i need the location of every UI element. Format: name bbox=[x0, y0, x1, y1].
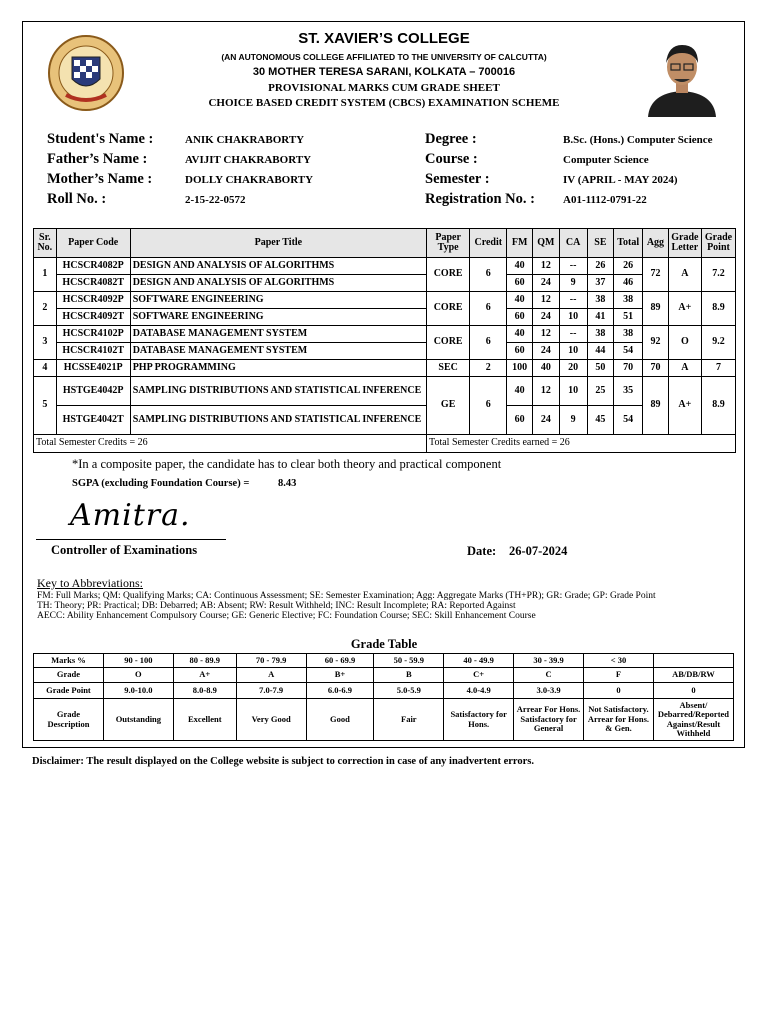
credits-summary-row bbox=[34, 435, 736, 453]
grade-table-cell: 50 - 59.9 bbox=[374, 654, 444, 668]
marks-se: 45 bbox=[587, 406, 614, 435]
grade-table-row-label: Grade Point bbox=[34, 683, 104, 699]
registration-no: A01-1112-0791-22 bbox=[563, 194, 647, 206]
college-affiliation: (AN AUTONOMOUS COLLEGE AFFILIATED TO THE UNIVERSITY OF CALCUTTA) bbox=[221, 52, 547, 62]
marks-row bbox=[34, 326, 736, 343]
sr-no: 4 bbox=[34, 360, 57, 377]
degree: B.Sc. (Hons.) Computer Science bbox=[563, 134, 713, 146]
marks-fm: 60 bbox=[507, 275, 533, 292]
aggregate: 70 bbox=[643, 360, 669, 377]
marks-se: 50 bbox=[587, 360, 614, 377]
student-name-label: Student's Name : bbox=[47, 131, 154, 147]
marks-row bbox=[34, 360, 736, 377]
abbreviations-line-2: TH: Theory; PR: Practical; DB: Debarred; AB: Absent; RW: Result Withheld; INC: Result Incomplete; RA: Reported Against bbox=[37, 601, 516, 611]
grade-table-cell: 6.0-6.9 bbox=[306, 683, 374, 699]
grade-table-cell: C+ bbox=[444, 668, 514, 683]
grade-table-grade-row bbox=[34, 668, 734, 683]
grade-table-description-row bbox=[34, 699, 734, 741]
header-paper-type: Paper Type bbox=[427, 229, 470, 258]
marks-row bbox=[34, 377, 736, 406]
grade-table-cell: Outstanding bbox=[103, 699, 173, 741]
header-fm: FM bbox=[507, 229, 533, 258]
exam-scheme: CHOICE BASED CREDIT SYSTEM (CBCS) EXAMINATION SCHEME bbox=[208, 97, 560, 109]
marks-fm: 40 bbox=[507, 258, 533, 275]
sr-no: 5 bbox=[34, 377, 57, 435]
marks-row bbox=[34, 292, 736, 309]
paper-type: CORE bbox=[427, 292, 470, 326]
sr-no: 3 bbox=[34, 326, 57, 360]
marks-se: 41 bbox=[587, 309, 614, 326]
aggregate: 89 bbox=[643, 377, 669, 435]
grade-table-cell: B+ bbox=[306, 668, 374, 683]
marks-qm: 12 bbox=[533, 377, 560, 406]
disclaimer: Disclaimer: The result displayed on the College website is subject to correction in case of any inadvertent errors. bbox=[32, 756, 534, 767]
header-credit: Credit bbox=[470, 229, 507, 258]
grade-table-point-row bbox=[34, 683, 734, 699]
marks-total: 54 bbox=[614, 343, 643, 360]
aggregate: 72 bbox=[643, 258, 669, 292]
grade-table-cell: AB/DB/RW bbox=[653, 668, 733, 683]
marks-qm: 12 bbox=[533, 292, 560, 309]
paper-code: HCSCR4092T bbox=[56, 309, 130, 326]
semester-label: Semester : bbox=[425, 171, 490, 187]
college-address: 30 MOTHER TERESA SARANI, KOLKATA – 700016 bbox=[252, 66, 516, 78]
date-value: 26-07-2024 bbox=[509, 544, 568, 558]
grade-table-cell: Fair bbox=[374, 699, 444, 741]
marks-se: 44 bbox=[587, 343, 614, 360]
date-label: Date: bbox=[467, 544, 497, 558]
grade-table-cell: Absent/ Debarred/Reported Against/Result Withheld bbox=[653, 699, 733, 741]
marks-qm: 24 bbox=[533, 275, 560, 292]
marks-row bbox=[34, 343, 736, 360]
sgpa-value: 8.43 bbox=[278, 478, 297, 489]
paper-code: HCSSE4021P bbox=[56, 360, 130, 377]
grade-table-cell: Satisfactory for Hons. bbox=[444, 699, 514, 741]
student-name: ANIK CHAKRABORTY bbox=[185, 134, 305, 146]
marks-fm: 100 bbox=[507, 360, 533, 377]
marks-header-row bbox=[34, 229, 736, 258]
marks-ca: -- bbox=[559, 258, 587, 275]
grade-table bbox=[33, 653, 734, 741]
paper-type: GE bbox=[427, 377, 470, 435]
marks-total: 51 bbox=[614, 309, 643, 326]
grade-table-cell: O bbox=[103, 668, 173, 683]
grade-table-cell: 4.0-4.9 bbox=[444, 683, 514, 699]
grade-point: 8.9 bbox=[701, 292, 735, 326]
college-name: ST. XAVIER’S COLLEGE bbox=[298, 30, 470, 47]
header-paper-code: Paper Code bbox=[56, 229, 130, 258]
grade-table-cell bbox=[653, 654, 733, 668]
marks-total: 46 bbox=[614, 275, 643, 292]
abbreviations-line-1: FM: Full Marks; QM: Qualifying Marks; CA: Continuous Assessment; SE: Semester Examination; Agg: Aggregate Marks (TH+PR); GR: Grade; GP: Grade Point bbox=[37, 591, 656, 601]
grade-table-cell: 60 - 69.9 bbox=[306, 654, 374, 668]
total-credits-earned: Total Semester Credits earned = 26 bbox=[427, 435, 736, 453]
marks-total: 70 bbox=[614, 360, 643, 377]
grade-letter: A+ bbox=[668, 377, 701, 435]
paper-type: CORE bbox=[427, 258, 470, 292]
grade-letter: A+ bbox=[668, 292, 701, 326]
grade-point: 9.2 bbox=[701, 326, 735, 360]
header-grade-point: Grade Point bbox=[701, 229, 735, 258]
marks-ca: 10 bbox=[559, 309, 587, 326]
marks-total: 38 bbox=[614, 326, 643, 343]
grade-table-cell: 30 - 39.9 bbox=[514, 654, 584, 668]
marks-fm: 40 bbox=[507, 377, 533, 406]
composite-paper-note: *In a composite paper, the candidate has to clear both theory and practical component bbox=[72, 457, 502, 471]
paper-title: SAMPLING DISTRIBUTIONS AND STATISTICAL INFERENCE bbox=[130, 377, 426, 406]
grade-table-cell: A bbox=[236, 668, 306, 683]
sgpa-label: SGPA (excluding Foundation Course) = bbox=[72, 478, 250, 489]
controller-title: Controller of Examinations bbox=[51, 543, 198, 557]
paper-title: SOFTWARE ENGINEERING bbox=[130, 292, 426, 309]
paper-title: SAMPLING DISTRIBUTIONS AND STATISTICAL INFERENCE bbox=[130, 406, 426, 435]
credit: 6 bbox=[470, 292, 507, 326]
credit: 6 bbox=[470, 377, 507, 435]
paper-type: CORE bbox=[427, 326, 470, 360]
grade-table-cell: B bbox=[374, 668, 444, 683]
marks-se: 38 bbox=[587, 292, 614, 309]
grade-table-cell: A+ bbox=[173, 668, 236, 683]
marks-fm: 60 bbox=[507, 309, 533, 326]
marks-se: 26 bbox=[587, 258, 614, 275]
sr-no: 2 bbox=[34, 292, 57, 326]
grade-table-cell: < 30 bbox=[584, 654, 654, 668]
header-total: Total bbox=[614, 229, 643, 258]
paper-title: DATABASE MANAGEMENT SYSTEM bbox=[130, 326, 426, 343]
paper-code: HSTGE4042P bbox=[56, 377, 130, 406]
controller-signature: Amitra. bbox=[70, 498, 191, 533]
grade-table-cell: 8.0-8.9 bbox=[173, 683, 236, 699]
semester: IV (APRIL - MAY 2024) bbox=[563, 174, 678, 186]
marks-ca: 9 bbox=[559, 275, 587, 292]
marks-ca: 10 bbox=[559, 343, 587, 360]
header-qm: QM bbox=[533, 229, 560, 258]
marks-ca: 10 bbox=[559, 377, 587, 406]
marks-total: 38 bbox=[614, 292, 643, 309]
grade-table-title: Grade Table bbox=[350, 637, 418, 651]
grade-table-cell: Good bbox=[306, 699, 374, 741]
course-label: Course : bbox=[425, 151, 478, 167]
paper-title: DATABASE MANAGEMENT SYSTEM bbox=[130, 343, 426, 360]
credit: 6 bbox=[470, 258, 507, 292]
grade-letter: A bbox=[668, 360, 701, 377]
roll-no-label: Roll No. : bbox=[47, 191, 107, 207]
grade-table-cell: Arrear For Hons. Satisfactory for General bbox=[514, 699, 584, 741]
grade-table-cell: 70 - 79.9 bbox=[236, 654, 306, 668]
grade-letter: A bbox=[668, 258, 701, 292]
marks-qm: 40 bbox=[533, 360, 560, 377]
marks-qm: 24 bbox=[533, 309, 560, 326]
marks-total: 35 bbox=[614, 377, 643, 406]
marks-fm: 60 bbox=[507, 406, 533, 435]
grade-table-row-label: Grade bbox=[34, 668, 104, 683]
header-agg: Agg bbox=[643, 229, 669, 258]
paper-type: SEC bbox=[427, 360, 470, 377]
marks-total: 54 bbox=[614, 406, 643, 435]
grade-table-cell: 3.0-3.9 bbox=[514, 683, 584, 699]
paper-code: HSTGE4042T bbox=[56, 406, 130, 435]
sheet-title: PROVISIONAL MARKS CUM GRADE SHEET bbox=[268, 82, 500, 94]
grade-table-cell: 9.0-10.0 bbox=[103, 683, 173, 699]
paper-title: SOFTWARE ENGINEERING bbox=[130, 309, 426, 326]
sr-no: 1 bbox=[34, 258, 57, 292]
paper-code: HCSCR4092P bbox=[56, 292, 130, 309]
marks-table bbox=[33, 228, 736, 453]
paper-title: DESIGN AND ANALYSIS OF ALGORITHMS bbox=[130, 258, 426, 275]
marks-total: 26 bbox=[614, 258, 643, 275]
grade-table-cell: F bbox=[584, 668, 654, 683]
grade-table-row-label: Grade Description bbox=[34, 699, 104, 741]
marks-ca: -- bbox=[559, 326, 587, 343]
grade-table-cell: Very Good bbox=[236, 699, 306, 741]
marks-fm: 40 bbox=[507, 326, 533, 343]
marks-row bbox=[34, 406, 736, 435]
course: Computer Science bbox=[563, 154, 649, 166]
grade-table-cell: Excellent bbox=[173, 699, 236, 741]
marks-row bbox=[34, 275, 736, 292]
marks-se: 38 bbox=[587, 326, 614, 343]
aggregate: 92 bbox=[643, 326, 669, 360]
grade-table-cell: 90 - 100 bbox=[103, 654, 173, 668]
header-se: SE bbox=[587, 229, 614, 258]
grade-point: 8.9 bbox=[701, 377, 735, 435]
header-paper-title: Paper Title bbox=[130, 229, 426, 258]
header-sr-no: Sr. No. bbox=[34, 229, 57, 258]
grade-table-cell: Not Satisfactory. Arrear for Hons. & Gen. bbox=[584, 699, 654, 741]
father-name-label: Father’s Name : bbox=[47, 151, 148, 167]
paper-code: HCSCR4102P bbox=[56, 326, 130, 343]
registration-label: Registration No. : bbox=[425, 191, 535, 207]
grade-table-marks-row bbox=[34, 654, 734, 668]
mother-name: DOLLY CHAKRABORTY bbox=[185, 174, 314, 186]
marks-qm: 24 bbox=[533, 343, 560, 360]
mother-name-label: Mother’s Name : bbox=[47, 171, 153, 187]
marks-ca: -- bbox=[559, 292, 587, 309]
paper-code: HCSCR4102T bbox=[56, 343, 130, 360]
abbreviations-line-3: AECC: Ability Enhancement Compulsory Course; GE: Generic Elective; FC: Foundation Course; SEC: Skill Enhancement Course bbox=[37, 611, 536, 621]
paper-code: HCSCR4082P bbox=[56, 258, 130, 275]
grade-table-cell: 0 bbox=[584, 683, 654, 699]
credit: 6 bbox=[470, 326, 507, 360]
marks-qm: 12 bbox=[533, 258, 560, 275]
marks-se: 25 bbox=[587, 377, 614, 406]
abbreviations-heading: Key to Abbreviations: bbox=[37, 576, 143, 590]
roll-no: 2-15-22-0572 bbox=[185, 194, 246, 206]
grade-point: 7.2 bbox=[701, 258, 735, 292]
grade-letter: O bbox=[668, 326, 701, 360]
grade-table-cell: 40 - 49.9 bbox=[444, 654, 514, 668]
paper-title: PHP PROGRAMMING bbox=[130, 360, 426, 377]
degree-label: Degree : bbox=[425, 131, 477, 147]
paper-title: DESIGN AND ANALYSIS OF ALGORITHMS bbox=[130, 275, 426, 292]
marks-se: 37 bbox=[587, 275, 614, 292]
marks-row bbox=[34, 309, 736, 326]
grade-table-row-label: Marks % bbox=[34, 654, 104, 668]
grade-table-cell: 5.0-5.9 bbox=[374, 683, 444, 699]
grade-table-cell: 0 bbox=[653, 683, 733, 699]
credit: 2 bbox=[470, 360, 507, 377]
marks-qm: 24 bbox=[533, 406, 560, 435]
father-name: AVIJIT CHAKRABORTY bbox=[185, 154, 312, 166]
marks-ca: 9 bbox=[559, 406, 587, 435]
grade-table-cell: C bbox=[514, 668, 584, 683]
marks-qm: 12 bbox=[533, 326, 560, 343]
header-grade-letter: Grade Letter bbox=[668, 229, 701, 258]
grade-table-cell: 7.0-7.9 bbox=[236, 683, 306, 699]
marks-ca: 20 bbox=[559, 360, 587, 377]
marks-row bbox=[34, 258, 736, 275]
marks-fm: 40 bbox=[507, 292, 533, 309]
marks-fm: 60 bbox=[507, 343, 533, 360]
grade-point: 7 bbox=[701, 360, 735, 377]
paper-code: HCSCR4082T bbox=[56, 275, 130, 292]
aggregate: 89 bbox=[643, 292, 669, 326]
grade-table-cell: 80 - 89.9 bbox=[173, 654, 236, 668]
header-ca: CA bbox=[559, 229, 587, 258]
signature-line bbox=[36, 539, 226, 540]
total-semester-credits: Total Semester Credits = 26 bbox=[34, 435, 427, 453]
